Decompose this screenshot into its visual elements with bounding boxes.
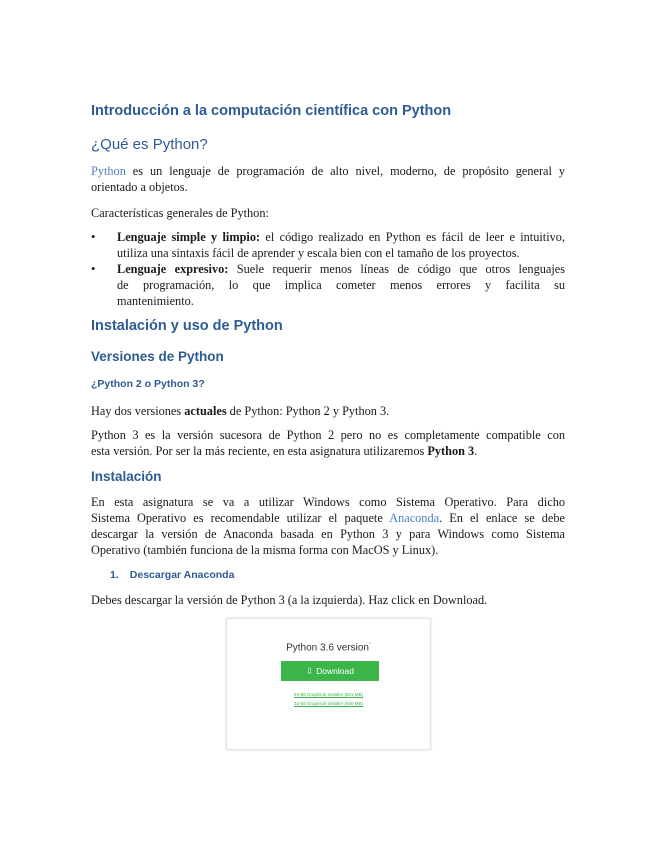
versiones-text-2: de Python: Python 2 y Python 3.: [226, 404, 390, 418]
installer-64-link[interactable]: 64-Bit Graphical Installer (631 MB): [293, 692, 364, 697]
bullet-text: el código realizado en Python es fácil de leer e intuitivo,: [260, 230, 565, 244]
heading-instalacion-uso: Instalación y uso de Python: [91, 318, 283, 334]
download-button[interactable]: [281, 661, 379, 681]
heading-instalacion: Instalación: [91, 469, 162, 484]
bullet-bold: Lenguaje simple y limpio:: [117, 230, 261, 244]
step-label: Descargar Anaconda: [129, 569, 235, 581]
instalacion-text-4: descargar la versión de Anaconda basada en Python 3 y para Windows como Sistema: [91, 527, 565, 541]
python-link[interactable]: Python: [91, 164, 126, 178]
figure-title: Python 3.6 version*: [286, 642, 371, 654]
bullet-bold: Lenguaje expresivo:: [117, 262, 229, 276]
intro-text-2: orientado a objetos.: [91, 180, 188, 194]
instalacion-text-5: Operativo (también funciona de la misma forma con MacOS y Linux).: [91, 543, 439, 557]
bullet-text-2: utiliza una sintaxis fácil de aprender y escala bien con el tamaño de los proyectos.: [117, 246, 520, 260]
step-number: 1.: [110, 569, 119, 581]
versiones-text: Hay dos versiones: [91, 404, 185, 418]
info-marker-icon: *: [368, 642, 371, 648]
intro-paragraph: [91, 163, 565, 195]
intro-text: es un lenguaje de programación de alto nivel, moderno, de propósito general y: [125, 164, 565, 178]
installer-32-link[interactable]: 32-Bit Graphical Installer (506 MB): [293, 701, 364, 706]
caracteristicas-label: Características generales de Python:: [91, 206, 269, 220]
instalacion-text-3: . En el enlace se debe: [439, 511, 565, 525]
step-heading: [110, 569, 234, 581]
bullet-icon: •: [91, 262, 96, 276]
sucesora-paragraph: [91, 427, 565, 459]
instalacion-text-2: Sistema Operativo es recomendable utilizar el paquete: [91, 511, 390, 525]
heading-python2-o-python3: ¿Python 2 o Python 3?: [91, 378, 205, 390]
anaconda-link[interactable]: Anaconda: [389, 511, 440, 525]
download-icon: ⇩: [306, 665, 314, 676]
bullet-text-2: de programación, lo que implica cometer menos errores y facilita su: [117, 278, 565, 292]
bullet-icon: •: [91, 230, 96, 244]
anaconda-download-screenshot: [226, 618, 431, 750]
sucesora-text-2: esta versión. Por ser la más reciente, en esta asignatura utilizaremos: [91, 444, 428, 458]
sucesora-text: Python 3 es la versión sucesora de Python 2 pero no es completamente compatible con: [91, 428, 565, 442]
bullet-text-3: mantenimiento.: [117, 294, 194, 308]
instalacion-text: En esta asignatura se va a utilizar Windows como Sistema Operativo. Para dicho: [91, 495, 565, 509]
sucesora-bold: Python 3: [427, 444, 475, 458]
heading-que-es-python: ¿Qué es Python?: [91, 136, 208, 153]
download-label: Download: [316, 666, 354, 676]
main-title: Introducción a la computación científica con Python: [91, 103, 452, 119]
sucesora-text-3: .: [474, 444, 478, 458]
versiones-paragraph: [91, 403, 565, 419]
versiones-bold: actuales: [184, 404, 227, 418]
debes-paragraph: Debes descargar la versión de Python 3 (a la izquierda). Haz click en Download.: [91, 593, 488, 607]
bullet-text: Suele requerir menos líneas de código que otros lenguajes: [228, 262, 565, 276]
instalacion-paragraph: [91, 494, 565, 558]
heading-versiones: Versiones de Python: [91, 349, 224, 364]
